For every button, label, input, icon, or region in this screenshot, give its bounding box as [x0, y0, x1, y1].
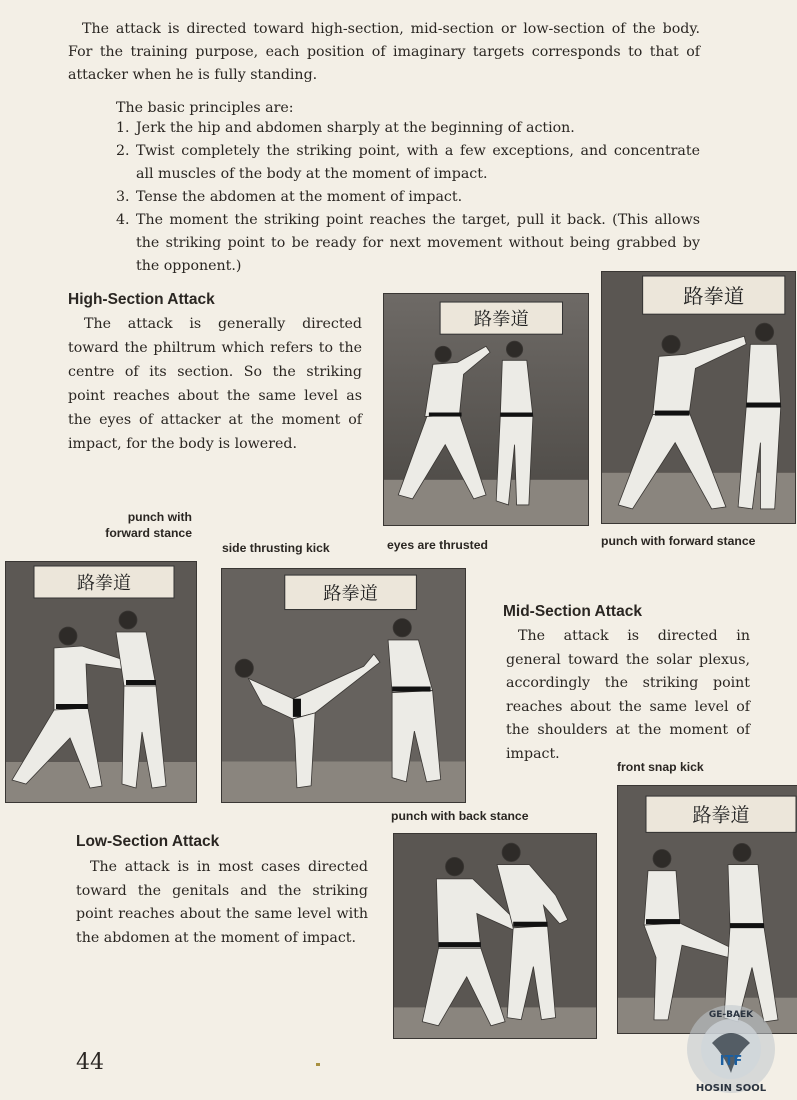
high-section-heading: High-Section Attack [68, 291, 215, 308]
principle-number: 1. [116, 120, 130, 136]
principle-text: Twist completely the striking point, with a few exceptions, and concentrate all muscles of the body at the moment of impact. [136, 143, 700, 182]
low-section-heading: Low-Section Attack [76, 833, 220, 850]
principle-item [116, 186, 700, 209]
principles-title: The basic principles are: [116, 100, 294, 116]
banner-calligraphy: 路拳道 [692, 804, 750, 827]
logo-bottom-text: HOSIN SOOL [695, 1083, 767, 1094]
logo-mark-text: ITF [719, 1054, 743, 1069]
principle-item [116, 209, 700, 278]
caption-punch-forward-stance-left: punch with forward stance [105, 510, 192, 540]
banner-calligraphy: 路拳道 [323, 583, 378, 605]
mid-section-text: The attack is directed in general toward the solar plexus, accordingly the striking point reaches about the same level of the shoulders at the moment of impact. [506, 628, 750, 762]
page-mark [316, 1063, 320, 1066]
principle-number: 4. [116, 212, 130, 228]
principle-number: 3. [116, 189, 130, 205]
logo-top-text: GE-BAEK [708, 1010, 754, 1020]
caption-punch-back-stance: punch with back stance [391, 809, 529, 823]
mid-section-heading: Mid-Section Attack [503, 603, 642, 620]
banner-calligraphy: 路拳道 [683, 284, 745, 309]
photo-punch-forward-stance-left [5, 561, 197, 803]
photo-punch-forward-stance-right [601, 271, 796, 524]
banner-calligraphy: 路拳道 [473, 309, 529, 331]
principle-text: The moment the striking point reaches the target, pull it back. (This allows the striking point to be ready for next movement without being grabbed by the opponent.) [136, 212, 700, 274]
caption-side-thrusting-kick: side thrusting kick [222, 541, 330, 555]
principle-text: Tense the abdomen at the moment of impact. [136, 189, 463, 205]
low-section-text: The attack is in most cases directed toward the genitals and the striking point reaches about the same level with the abdomen at the moment of impact. [76, 859, 368, 946]
principles-list [116, 117, 700, 278]
photo-punch-back-stance [393, 833, 597, 1039]
caption-eyes-thrusted: eyes are thrusted [387, 538, 488, 552]
principle-item [116, 117, 700, 140]
caption-punch-forward-stance-right: punch with forward stance [601, 534, 756, 548]
caption-front-snap-kick: front snap kick [617, 760, 704, 774]
photo-front-snap-kick [617, 785, 797, 1034]
principle-text: Jerk the hip and abdomen sharply at the beginning of action. [136, 120, 575, 136]
watermark-logo [676, 1003, 786, 1095]
photo-side-thrusting-kick [221, 568, 466, 803]
high-section-text: The attack is generally directed toward the philtrum which refers to the centre of its section. So the striking point reaches about the same level as the eyes of attacker at the moment of impact, for the body is lowered. [68, 316, 362, 452]
principle-number: 2. [116, 143, 130, 159]
photo-eyes-thrusted [383, 293, 589, 526]
principle-item [116, 140, 700, 186]
banner-calligraphy: 路拳道 [77, 573, 131, 594]
intro-paragraph: The attack is directed toward high-section, mid-section or low-section of the body. For the training purpose, each position of imaginary targets corresponds to that of attacker when he is fully standing. [68, 21, 700, 83]
page-number: 44 [76, 1050, 104, 1075]
